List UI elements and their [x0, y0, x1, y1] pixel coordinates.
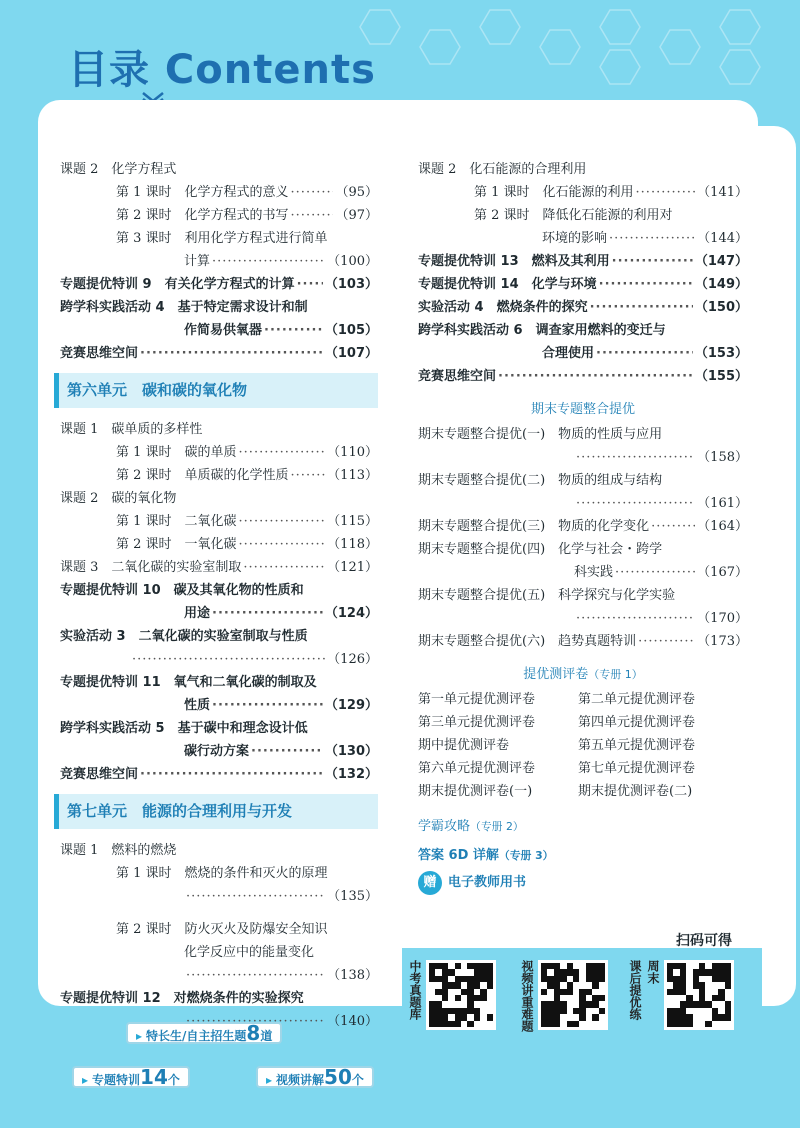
- toc-entry-cont[interactable]: 用途 ····· （124）: [60, 602, 378, 625]
- toc-entry[interactable]: 专题提优特训 9 有关化学方程式的计算 ····· （103）: [60, 273, 378, 296]
- toc-entry[interactable]: 竞赛思维空间 ····· （132）: [60, 763, 378, 786]
- final-review-heading: 期末专题整合提优: [530, 402, 635, 417]
- toc-entry-cont[interactable]: ····· （126）: [60, 648, 378, 671]
- test-item[interactable]: 第五单元提优测评卷: [578, 738, 696, 753]
- toc-entry-cont[interactable]: ····· （135）: [60, 885, 378, 908]
- toc-entry[interactable]: 跨学科实践活动 4 基于特定需求设计和制: [60, 300, 308, 315]
- arrow-right-icon: ▸: [136, 1029, 143, 1043]
- footer-badge-videos: ▸ 视频讲解50个: [256, 1066, 374, 1088]
- gift-badge-icon: 赠: [418, 871, 442, 895]
- toc-entry-cont[interactable]: ····· （158）: [418, 446, 748, 469]
- answers-booklet[interactable]: 答案 6D 详解（专册 3）: [418, 848, 554, 863]
- tests-heading: 提优测评卷（专册 1）: [523, 667, 643, 682]
- toc-entry[interactable]: 课题 2 化学方程式: [60, 162, 177, 177]
- toc-entry[interactable]: 实验活动 4 燃烧条件的探究 ····· （150）: [418, 296, 748, 319]
- toc-entry-cont[interactable]: 环境的影响 ····· （144）: [418, 227, 748, 250]
- qr-code-icon: [426, 960, 496, 1030]
- qr-code-video[interactable]: 视频讲重难题: [520, 960, 608, 1032]
- toc-entry[interactable]: 跨学科实践活动 6 调查家用燃料的变迁与: [418, 323, 666, 338]
- qr-code-icon: [538, 960, 608, 1030]
- test-item[interactable]: 期末提优测评卷(一): [418, 784, 533, 799]
- toc-entry-cont[interactable]: ····· （161）: [418, 492, 748, 515]
- toc-entry[interactable]: 实验活动 3 二氧化碳的实验室制取与性质: [60, 629, 308, 644]
- hexagon-pattern: [340, 0, 800, 110]
- toc-entry-cont[interactable]: 碳行动方案 ····· （130）: [60, 740, 378, 763]
- toc-entry[interactable]: 期末专题整合提优(四) 化学与社会・跨学: [418, 542, 663, 557]
- toc-entry[interactable]: 专题提优特训 12 对燃烧条件的实验探究: [60, 991, 304, 1006]
- toc-entry[interactable]: 跨学科实践活动 5 基于碳中和理念设计低: [60, 721, 308, 736]
- test-item[interactable]: 第六单元提优测评卷: [418, 761, 536, 776]
- toc-entry[interactable]: 竞赛思维空间 ····· （107）: [60, 342, 378, 365]
- toc-entry-cont[interactable]: ····· （140）: [60, 1010, 378, 1033]
- tests-list: [418, 688, 748, 803]
- toc-entry[interactable]: 专题提优特训 14 化学与环境 ····· （149）: [418, 273, 748, 296]
- toc-entry[interactable]: 期末专题整合提优(一) 物质的性质与应用: [418, 427, 663, 442]
- toc-entry-cont[interactable]: 计算 ····· （100）: [60, 250, 378, 273]
- toc-entry[interactable]: 专题提优特训 11 氧气和二氧化碳的制取及: [60, 675, 317, 690]
- toc-entry-cont[interactable]: 性质 ····· （129）: [60, 694, 378, 717]
- test-item[interactable]: 期中提优测评卷: [418, 738, 510, 753]
- toc-entry[interactable]: 第 2 课时 化学方程式的书写 ····· （97）: [60, 204, 378, 227]
- toc-entry[interactable]: 第 1 课时 化石能源的利用 ····· （141）: [418, 181, 748, 204]
- toc-entry-cont[interactable]: 科实践 ····· （167）: [418, 561, 748, 584]
- toc-entry-cont[interactable]: 作简易供氧器 ····· （105）: [60, 319, 378, 342]
- toc-entry[interactable]: 第 2 课时 防火灭火及防爆安全知识: [116, 922, 328, 937]
- test-item[interactable]: 第四单元提优测评卷: [578, 715, 696, 730]
- arrow-right-icon: ▸: [82, 1073, 89, 1087]
- toc-entry[interactable]: 竞赛思维空间 ····· （155）: [418, 365, 748, 388]
- qr-code-practice[interactable]: 课后提优练 周末: [628, 960, 734, 1030]
- footer-badge-special-questions: ▸ 特长生/自主招生题8道: [126, 1022, 282, 1044]
- toc-right-column: [418, 158, 748, 895]
- toc-left-column: [60, 158, 378, 1033]
- arrow-right-icon: ▸: [266, 1073, 273, 1087]
- qr-code-exam-bank[interactable]: 中考真题库: [408, 960, 496, 1030]
- scan-label: 扫码可得: [676, 933, 732, 949]
- toc-entry[interactable]: 第 3 课时 利用化学方程式进行简单: [116, 231, 328, 246]
- toc-entry-cont[interactable]: ····· （138）: [60, 964, 378, 987]
- toc-entry[interactable]: 课题 1 燃料的燃烧: [60, 843, 177, 858]
- toc-entry[interactable]: 专题提优特训 10 碳及其氧化物的性质和: [60, 583, 304, 598]
- toc-entry[interactable]: 课题 2 化石能源的合理利用: [418, 162, 587, 177]
- strategy-booklet[interactable]: 学霸攻略（专册 2）: [418, 819, 524, 834]
- toc-entry[interactable]: 专题提优特训 13 燃料及其利用 ····· （147）: [418, 250, 748, 273]
- test-item[interactable]: 期末提优测评卷(二): [578, 784, 693, 799]
- toc-entry[interactable]: 期末专题整合提优(二) 物质的组成与结构: [418, 473, 663, 488]
- toc-entry[interactable]: 期末专题整合提优(六) 趋势真题特训 ····· （173）: [418, 630, 748, 653]
- footer-badge-topics: ▸ 专题特训14个: [72, 1066, 190, 1088]
- toc-entry[interactable]: 课题 1 碳单质的多样性: [60, 422, 203, 437]
- toc-entry[interactable]: 期末专题整合提优(五) 科学探究与化学实验: [418, 588, 676, 603]
- toc-entry-cont[interactable]: ····· （170）: [418, 607, 748, 630]
- toc-entry[interactable]: 第 2 课时 降低化石能源的利用对: [474, 208, 673, 223]
- toc-entry-cont[interactable]: 化学反应中的能量变化: [184, 945, 315, 960]
- toc-entry[interactable]: 第 2 课时 单质碳的化学性质 ····· （113）: [60, 464, 378, 487]
- toc-entry[interactable]: 第 1 课时 燃烧的条件和灭火的原理: [116, 866, 328, 881]
- toc-entry-cont[interactable]: 合理使用 ····· （153）: [418, 342, 748, 365]
- test-item[interactable]: 第二单元提优测评卷: [578, 692, 696, 707]
- qr-code-icon: [664, 960, 734, 1030]
- toc-entry[interactable]: 期末专题整合提优(三) 物质的化学变化 ····· （164）: [418, 515, 748, 538]
- toc-entry[interactable]: 第 2 课时 一氧化碳 ····· （118）: [60, 533, 378, 556]
- unit-heading: 第六单元 碳和碳的氧化物: [54, 373, 378, 408]
- test-item[interactable]: 第七单元提优测评卷: [578, 761, 696, 776]
- toc-entry[interactable]: 第 1 课时 碳的单质 ····· （110）: [60, 441, 378, 464]
- page-title: 目录 Contents: [68, 47, 376, 93]
- test-item[interactable]: 第三单元提优测评卷: [418, 715, 536, 730]
- unit-heading: 第七单元 能源的合理利用与开发: [54, 794, 378, 829]
- toc-entry[interactable]: 第 1 课时 化学方程式的意义 ····· （95）: [60, 181, 378, 204]
- gift-teacher-book[interactable]: 赠 电子教师用书: [418, 871, 748, 895]
- toc-entry[interactable]: 课题 2 碳的氧化物: [60, 491, 177, 506]
- test-item[interactable]: 第一单元提优测评卷: [418, 692, 536, 707]
- toc-entry[interactable]: 第 1 课时 二氧化碳 ····· （115）: [60, 510, 378, 533]
- toc-entry[interactable]: 课题 3 二氧化碳的实验室制取 ····· （121）: [60, 556, 378, 579]
